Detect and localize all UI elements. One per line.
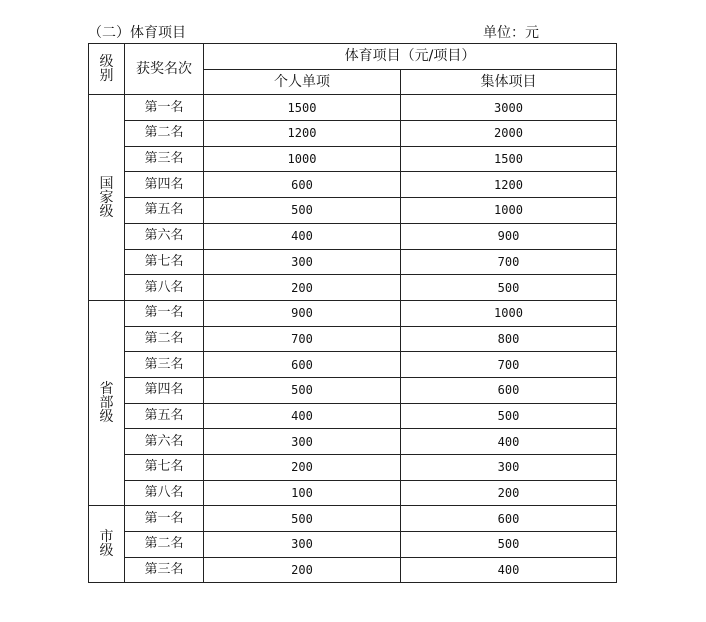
rank-cell: 第五名 (125, 403, 204, 429)
rank-cell: 第二名 (125, 326, 204, 352)
individual-amount-cell: 200 (204, 275, 401, 301)
individual-amount-cell: 600 (204, 352, 401, 378)
award-table (88, 43, 617, 583)
individual-amount-cell: 200 (204, 455, 401, 481)
table-row (89, 352, 617, 378)
team-amount-cell: 700 (401, 249, 617, 275)
individual-amount-cell: 700 (204, 326, 401, 352)
individual-amount-cell: 400 (204, 403, 401, 429)
individual-amount-cell: 500 (204, 198, 401, 224)
rank-cell: 第四名 (125, 172, 204, 198)
table-body (89, 95, 617, 583)
table-row (89, 557, 617, 583)
table-row (89, 223, 617, 249)
rank-cell: 第四名 (125, 377, 204, 403)
level-header: 级别 (89, 44, 125, 95)
team-amount-cell: 800 (401, 326, 617, 352)
individual-amount-cell: 100 (204, 480, 401, 506)
team-amount-cell: 900 (401, 223, 617, 249)
individual-amount-cell: 300 (204, 249, 401, 275)
table-row (89, 429, 617, 455)
team-amount-cell: 3000 (401, 95, 617, 121)
unit-label: 单位：元 (483, 25, 539, 41)
table-row (89, 377, 617, 403)
individual-amount-cell: 500 (204, 377, 401, 403)
team-amount-cell: 200 (401, 480, 617, 506)
individual-amount-cell: 300 (204, 429, 401, 455)
individual-amount-cell: 400 (204, 223, 401, 249)
rank-cell: 第三名 (125, 146, 204, 172)
table-row (89, 326, 617, 352)
team-column-header: 集体项目 (401, 69, 617, 95)
rank-cell: 第三名 (125, 557, 204, 583)
rank-cell: 第八名 (125, 275, 204, 301)
level-cell: 市级 (89, 506, 125, 583)
individual-amount-cell: 500 (204, 506, 401, 532)
individual-amount-cell: 1000 (204, 146, 401, 172)
table-row (89, 480, 617, 506)
rank-cell: 第二名 (125, 532, 204, 558)
rank-cell: 第七名 (125, 455, 204, 481)
rank-cell: 第三名 (125, 352, 204, 378)
section-title: （二）体育项目 (88, 25, 186, 41)
team-amount-cell: 1500 (401, 146, 617, 172)
individual-amount-cell: 200 (204, 557, 401, 583)
rank-cell: 第六名 (125, 429, 204, 455)
table-row (89, 121, 617, 147)
level-cell: 国家级 (89, 95, 125, 301)
table-row (89, 275, 617, 301)
individual-amount-cell: 1200 (204, 121, 401, 147)
individual-amount-cell: 1500 (204, 95, 401, 121)
team-amount-cell: 400 (401, 557, 617, 583)
rank-header: 获奖名次 (125, 44, 204, 95)
team-amount-cell: 500 (401, 532, 617, 558)
table-row (89, 532, 617, 558)
table-row (89, 249, 617, 275)
team-amount-cell: 500 (401, 403, 617, 429)
rank-cell: 第八名 (125, 480, 204, 506)
individual-column-header: 个人单项 (204, 69, 401, 95)
table-row (89, 146, 617, 172)
rank-cell: 第一名 (125, 95, 204, 121)
rank-cell: 第七名 (125, 249, 204, 275)
individual-amount-cell: 600 (204, 172, 401, 198)
team-amount-cell: 1000 (401, 300, 617, 326)
team-amount-cell: 500 (401, 275, 617, 301)
table-row (89, 198, 617, 224)
rank-cell: 第一名 (125, 300, 204, 326)
individual-amount-cell: 900 (204, 300, 401, 326)
rank-cell: 第一名 (125, 506, 204, 532)
table-row (89, 300, 617, 326)
team-amount-cell: 400 (401, 429, 617, 455)
table-row (89, 455, 617, 481)
table-row (89, 506, 617, 532)
rank-cell: 第二名 (125, 121, 204, 147)
table-row (89, 403, 617, 429)
team-amount-cell: 600 (401, 506, 617, 532)
team-amount-cell: 1000 (401, 198, 617, 224)
table-row (89, 172, 617, 198)
rank-cell: 第六名 (125, 223, 204, 249)
level-cell: 省部级 (89, 300, 125, 506)
team-amount-cell: 1200 (401, 172, 617, 198)
rank-cell: 第五名 (125, 198, 204, 224)
table-row (89, 95, 617, 121)
team-amount-cell: 700 (401, 352, 617, 378)
individual-amount-cell: 300 (204, 532, 401, 558)
table-header-row (89, 44, 617, 70)
team-amount-cell: 2000 (401, 121, 617, 147)
team-amount-cell: 600 (401, 377, 617, 403)
team-amount-cell: 300 (401, 455, 617, 481)
sports-group-header: 体育项目（元/项目） (204, 44, 617, 70)
